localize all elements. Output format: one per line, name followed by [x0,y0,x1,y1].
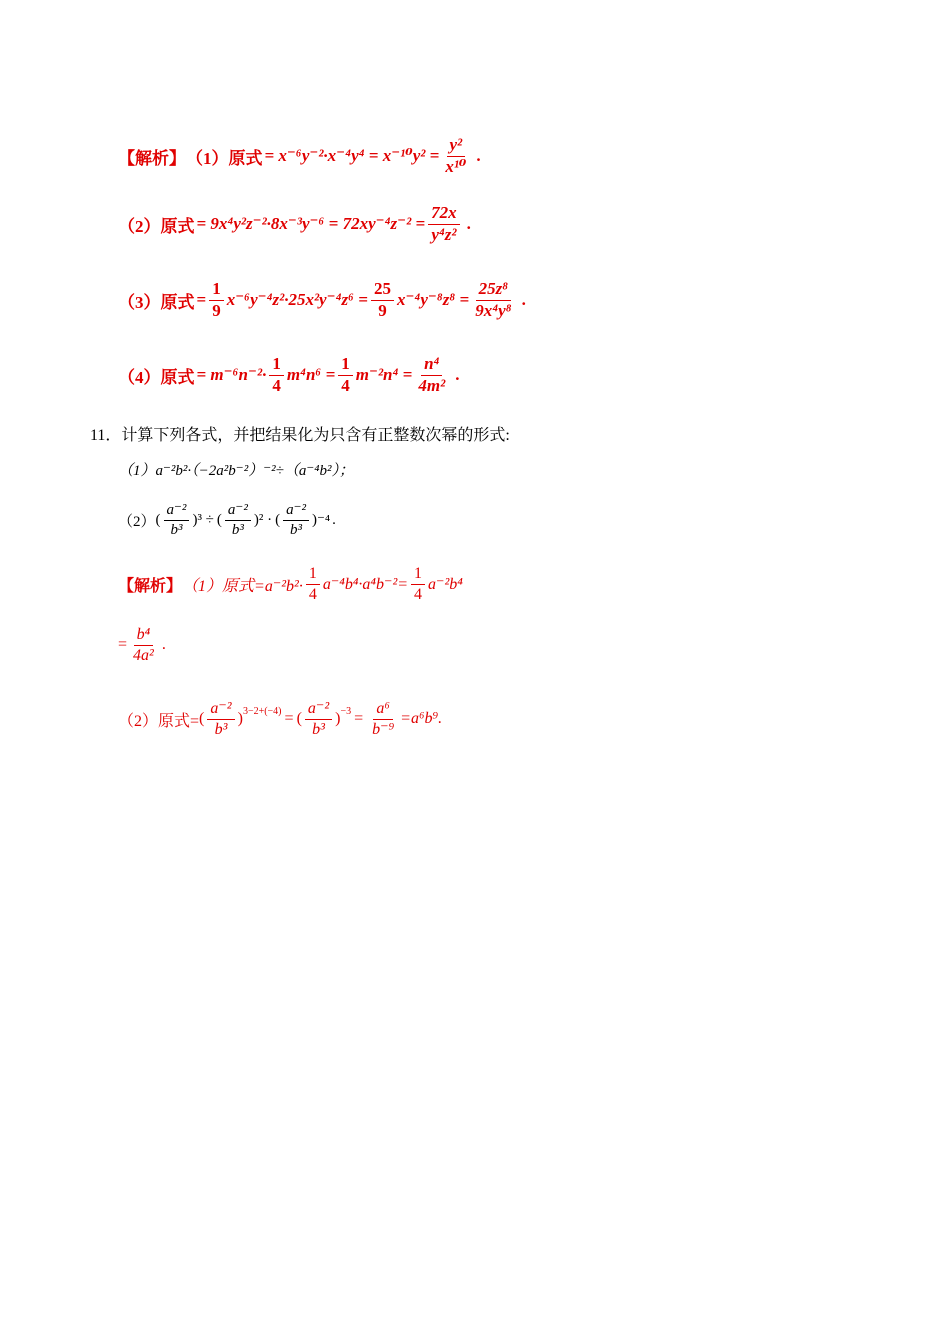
part-label: （2）原式 [118,216,195,236]
expression: a⁻⁴b⁴·a⁴b⁻²= [322,576,409,594]
part-label: （1）原式 [186,148,263,168]
fraction: $\frac{72x}{\text{y⁴z²}}$ [428,204,460,244]
solution-line-1: 【解析】 （1）原式 = x⁻⁶y⁻²·x⁻⁴y⁴ = x⁻¹⁰y² = $\frac{\text{y²}}{\text{x¹⁰}}$ . [118,135,481,176]
fraction: $\frac{\text{a⁻²}}{\text{b³}}$ [207,700,234,738]
expression: x⁻⁴y⁻⁸z⁸ = [396,290,470,310]
fraction: $\frac{\text{a⁶}}{\text{b⁻⁹}}$ [372,700,395,738]
fraction: $\frac{\text{25z⁸}}{\text{9x⁴y⁸}}$ [475,279,512,320]
part-label: （1）原式=a⁻²b²· [182,577,303,595]
solution2-line-3: （2）原式= ( $\frac{\text{a⁻²}}{\text{b³}}$ ) 3−2+(−4) = ( $\frac{\text{a⁻²}}{\text{b³}}$ ) −3 = $\frac{\text{a⁶}}{\text{b⁻⁹}}$ =a⁶b⁹. [118,700,443,738]
fraction: $\frac{1}{4}$ [269,355,284,395]
fraction: $\frac{1}{4}$ [338,355,353,395]
problem-11-sub1 [118,459,354,480]
fraction: $\frac{1}{9}$ [209,280,224,320]
problem-number: 11． [90,427,122,444]
expression: m⁻²n⁴ = [355,365,413,385]
problem-11-sub2: （2） ( $\frac{\text{a⁻²}}{\text{b³}}$ ) ³ ÷ ( $\frac{\text{a⁻²}}{\text{b³}}$ ) ² · ( $\frac{\text{a⁻²}}{\text{b³}}$ ) ⁻⁴ . [118,502,336,538]
solution2-line-2: = $\frac{\text{b⁴}}{\text{4a²}}$ . [118,626,166,664]
fraction: $\frac{\text{a⁻²}}{\text{b³}}$ [164,502,190,538]
part-label: （2）原式= [118,712,200,730]
exponent: −3 [340,706,352,717]
solution-line-3: （3）原式 = $\frac{1}{9}$ x⁻⁶y⁻⁴z²·25x²y⁻⁴z⁶ = $\frac{25}{9}$ x⁻⁴y⁻⁸z⁸ = $\frac{\text{25z⁸}}{\text{9x⁴y⁸}}$ . [118,279,526,320]
fraction: $\frac{\text{a⁻²}}{\text{b³}}$ [225,502,251,538]
expression: = x⁻⁶y⁻²·x⁻⁴y⁴ = x⁻¹⁰y² = [264,146,440,166]
fraction: $\frac{\text{a⁻²}}{\text{b³}}$ [305,700,332,738]
solution-line-2: （2）原式 = 9x⁴y²z⁻²·8x⁻³y⁻⁶ = 72xy⁻⁴z⁻² = $\frac{72x}{\text{y⁴z²}}$ . [118,203,471,244]
fraction: $\frac{25}{9}$ [371,280,394,320]
exponent: 3−2+(−4) [242,706,282,717]
problem-text: 计算下列各式，并把结果化为只含有正整数次幂的形式: [121,427,510,444]
expression: a⁻²b⁴ [428,576,463,594]
expression: = 9x⁴y²z⁻²·8x⁻³y⁻⁶ = 72xy⁻⁴z⁻² = [196,214,426,234]
fraction: $\frac{1}{4}$ [411,565,425,603]
part-label: （3）原式 [118,292,195,312]
solution-label: 【解析】 [118,148,186,168]
sub-question-1: （1）a⁻²b²·（−2a²b⁻²）⁻²÷（a⁻⁴b²）； [118,463,354,479]
solution2-line-1 [118,565,463,603]
problem-11-statement [90,422,510,445]
fraction: $\frac{\text{y²}}{\text{x¹⁰}}$ [445,135,467,176]
fraction: $\frac{\text{a⁻²}}{\text{b³}}$ [283,502,309,538]
fraction: $\frac{\text{b⁴}}{\text{4a²}}$ [133,626,154,664]
fraction: $\frac{\text{n⁴}}{\text{4m²}}$ [418,354,446,395]
expression: =a⁶b⁹. [400,710,443,728]
part-label: （4）原式 [118,367,195,387]
fraction: $\frac{1}{4}$ [306,565,320,603]
sub-question-label: （2） [118,513,156,530]
expression: x⁻⁶y⁻⁴z²·25x²y⁻⁴z⁶ = [226,290,368,310]
expression: m⁴n⁶ = [286,365,336,385]
solution-line-4: （4）原式 = m⁻⁶n⁻²· $\frac{1}{4}$ m⁴n⁶ = $\frac{1}{4}$ m⁻²n⁴ = $\frac{\text{n⁴}}{\text{4m²}}$ . [118,354,460,395]
solution-label: 【解析】 [118,577,183,595]
